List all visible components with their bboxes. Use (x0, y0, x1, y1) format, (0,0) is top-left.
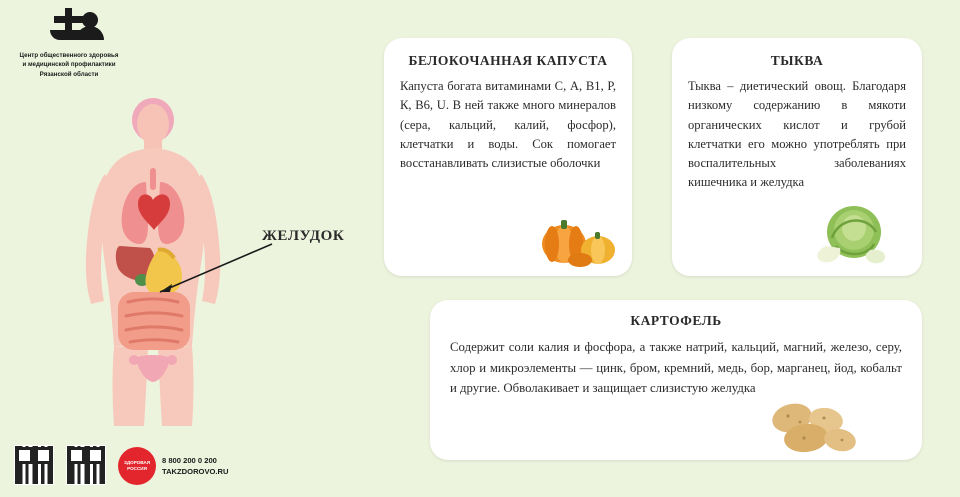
logo-line-3: Рязанской области (39, 70, 99, 78)
medical-cross-bowl-person-icon (46, 8, 92, 48)
hotline-site[interactable]: TAKZDOROVO.RU (162, 467, 229, 476)
info-card-potato (430, 300, 922, 460)
qr-code-icon[interactable] (14, 445, 54, 485)
hotline-badge (118, 447, 229, 485)
qr-code-icon[interactable] (66, 445, 106, 485)
hotline-phone: 8 800 200 0 200 (162, 455, 217, 465)
potato-photo (760, 398, 870, 456)
cabbage-photo (802, 198, 902, 268)
pumpkin-photo (534, 208, 624, 268)
info-card-cabbage (384, 38, 632, 276)
organization-logo (14, 8, 124, 84)
pointer-arrow-to-stomach (150, 240, 280, 300)
logo-line-1: Центр общественного здоровья (19, 52, 119, 59)
organization-name (20, 51, 119, 79)
info-card-pumpkin (672, 38, 922, 276)
card-text-cabbage: Капуста богата витаминами С, А, В1, Р, К, В6, U. В ней также много минералов (сера, кальций, калий, фосфор), клетчатки и воды. Сок помогает восстанавливать слизистые оболочки (400, 79, 616, 170)
card-title-potato: КАРТОФЕЛЬ (630, 313, 722, 328)
card-text-potato: Содержит соли калия и фосфора, а также натрий, кальций, магний, железо, серу, хлор и микроэлементы — цинк, бром, кремний, медь, бор, марганец, йод, кобальт и другие. Обволакивает и защищает слизистую желудка (450, 340, 902, 396)
card-text-pumpkin: Тыква – диетический овощ. Благодаря низкому содержанию в мякоти органических кислот и грубой клетчатки его можно употреблять при воспалительных заболеваниях кишечника и желудка (688, 79, 906, 189)
logo-line-2: и медицинской профилактики (22, 61, 116, 69)
card-title-cabbage: БЕЛОКОЧАННАЯ КАПУСТА (408, 53, 608, 68)
healthy-russia-logo: ЗДОРОВАЯ РОССИЯ (118, 447, 156, 485)
card-title-pumpkin: ТЫКВА (770, 53, 824, 68)
organ-label-stomach: ЖЕЛУДОК (262, 228, 345, 244)
